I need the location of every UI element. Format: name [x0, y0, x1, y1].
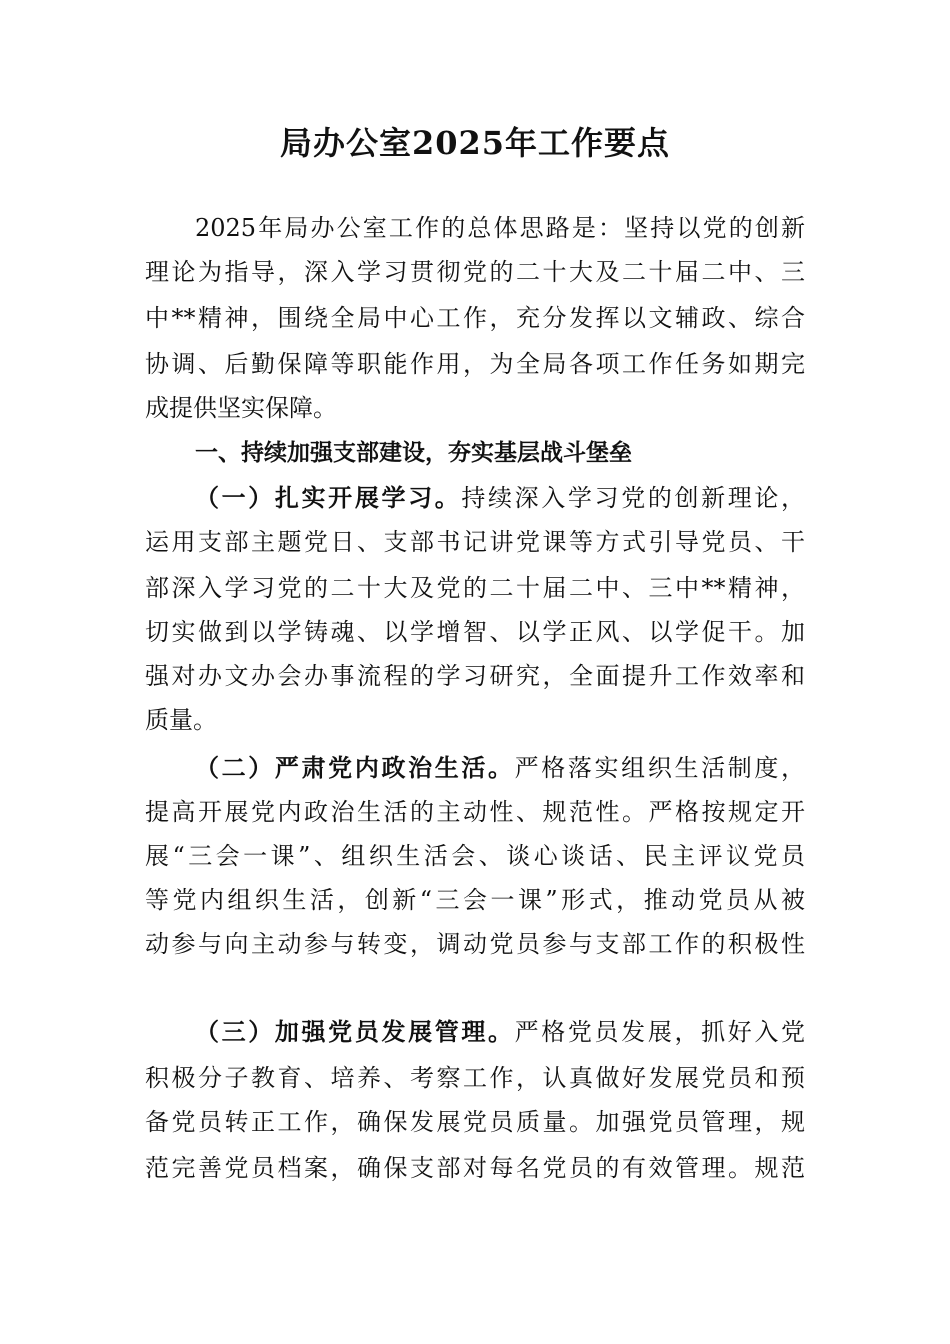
item3-line: 范完善党员档案，确保支部对每名党员的有效管理。规范: [145, 1154, 805, 1182]
item1-line: 运用支部主题党日、支部书记讲党课等方式引导党员、干: [145, 528, 805, 556]
item2-line: 展“三会一课”、组织生活会、谈心谈话、民主评议党员: [145, 842, 805, 870]
item1-line: [195, 483, 805, 513]
intro-line: 中**精神，围绕全局中心工作，充分发挥以文辅政、综合: [145, 304, 805, 332]
intro-line: 理论为指导，深入学习贯彻党的二十大及二十届二中、三: [145, 258, 805, 286]
item1-label: （一）扎实开展学习。: [195, 483, 462, 512]
intro-line: 成提供坚实保障。: [145, 394, 337, 422]
item3-line: [195, 1017, 805, 1047]
item3-label: （三）加强党员发展管理。: [195, 1017, 515, 1046]
item1-line: 质量。: [145, 706, 217, 734]
item1-text: 持续深入学习党的创新理论，: [461, 484, 806, 512]
item3-line: 备党员转正工作，确保发展党员质量。加强党员管理，规: [145, 1108, 805, 1136]
item2-line: 等党内组织生活，创新“三会一课”形式，推动党员从被: [145, 886, 805, 914]
item3-line: 积极分子教育、培养、考察工作，认真做好发展党员和预: [145, 1064, 805, 1092]
item1-line: 部深入学习党的二十大及党的二十届二中、三中**精神，: [145, 574, 805, 602]
intro-line: 2025年局办公室工作的总体思路是：坚持以党的创新: [195, 214, 805, 242]
item2-line: 动参与向主动参与转变，调动党员参与支部工作的积极性: [145, 930, 805, 958]
intro-line: 协调、后勤保障等职能作用，为全局各项工作任务如期完: [145, 350, 805, 378]
item2-label: （二）严肃党内政治生活。: [195, 753, 515, 782]
item3-text: 严格党员发展，抓好入党: [514, 1018, 806, 1046]
item1-line: 强对办文办会办事流程的学习研究，全面提升工作效率和: [145, 662, 805, 690]
document-title: 局办公室2025年工作要点: [279, 124, 671, 162]
item2-line: [195, 753, 805, 783]
item2-text: 严格落实组织生活制度，: [514, 754, 806, 782]
section-heading: 一、持续加强支部建设，夯实基层战斗堡垒: [195, 440, 632, 466]
item2-line: 提高开展党内政治生活的主动性、规范性。严格按规定开: [145, 798, 805, 826]
item1-line: 切实做到以学铸魂、以学增智、以学正风、以学促干。加: [145, 618, 805, 646]
